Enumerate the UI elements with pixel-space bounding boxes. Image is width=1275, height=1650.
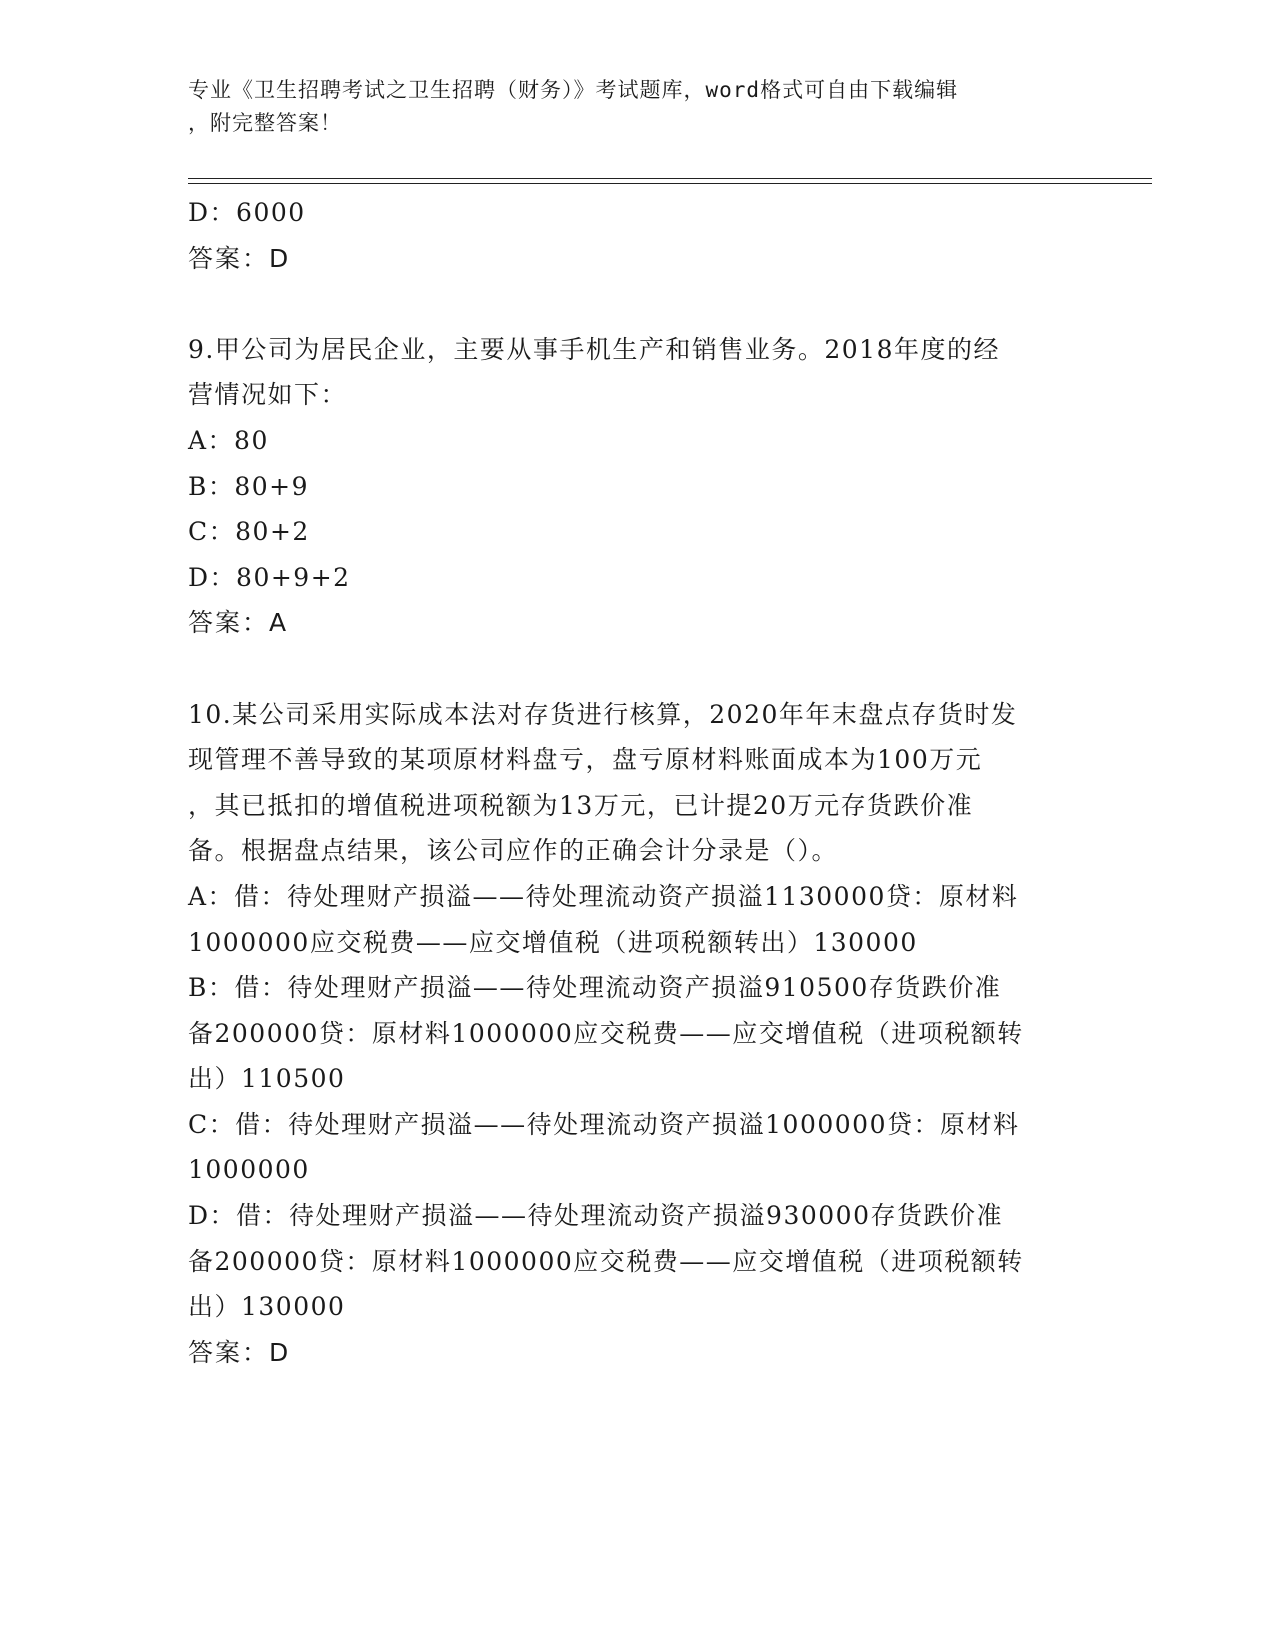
question-stem: 10.某公司采用实际成本法对存货进行核算，2020年年末盘点存货时发: [188, 699, 1018, 729]
answer: 答案：A: [188, 608, 289, 638]
option-c: 1000000: [188, 1155, 310, 1185]
answer: 答案：D: [188, 243, 291, 273]
option-b: 出）110500: [188, 1064, 346, 1094]
header-divider-bottom: [188, 183, 1152, 184]
option-d: D：6000: [188, 198, 306, 227]
question-10: [188, 692, 1088, 1376]
header-line-1: 专业《卫生招聘考试之卫生招聘（财务）》考试题库，word格式可自由下载编辑: [188, 78, 959, 102]
question-stem: 9.甲公司为居民企业，主要从事手机生产和销售业务。2018年度的经: [188, 334, 1000, 364]
option-b: 备200000贷：原材料1000000应交税费——应交增值税（进项税额转: [188, 1018, 1024, 1048]
spacer: [188, 281, 1088, 327]
option-a: A：80: [188, 425, 269, 455]
option-a: 1000000应交税费——应交增值税（进项税额转出）130000: [188, 927, 918, 957]
option-d: 备200000贷：原材料1000000应交税费——应交增值税（进项税额转: [188, 1246, 1024, 1276]
header-line-2: ，附完整答案！: [188, 111, 342, 135]
question-stem: 营情况如下：: [188, 380, 348, 410]
document-header: [188, 74, 1088, 140]
option-b: B：80+9: [188, 471, 310, 501]
option-a: A：借：待处理财产损溢——待处理流动资产损溢1130000贷：原材料: [188, 881, 1019, 911]
question-stem: ，其已抵扣的增值税进项税额为13万元，已计提20万元存货跌价准: [188, 790, 974, 820]
option-d: 出）130000: [188, 1292, 346, 1322]
option-b: B：借：待处理财产损溢——待处理流动资产损溢910500存货跌价准: [188, 973, 1002, 1003]
question-stem: 备。根据盘点结果，该公司应作的正确会计分录是（）。: [188, 836, 839, 866]
document-body: [188, 190, 1088, 1375]
header-divider-top: [188, 178, 1152, 179]
option-c: C：借：待处理财产损溢——待处理流动资产损溢1000000贷：原材料: [188, 1109, 1020, 1139]
option-d: D：80+9+2: [188, 562, 351, 592]
spacer: [188, 646, 1088, 692]
answer: 答案：D: [188, 1337, 291, 1367]
question-9: [188, 327, 1088, 646]
previous-question-tail: [188, 190, 1088, 281]
option-c: C：80+2: [188, 517, 310, 547]
question-stem: 现管理不善导致的某项原材料盘亏，盘亏原材料账面成本为100万元: [188, 745, 983, 775]
option-d: D：借：待处理财产损溢——待处理流动资产损溢930000存货跌价准: [188, 1201, 1003, 1231]
